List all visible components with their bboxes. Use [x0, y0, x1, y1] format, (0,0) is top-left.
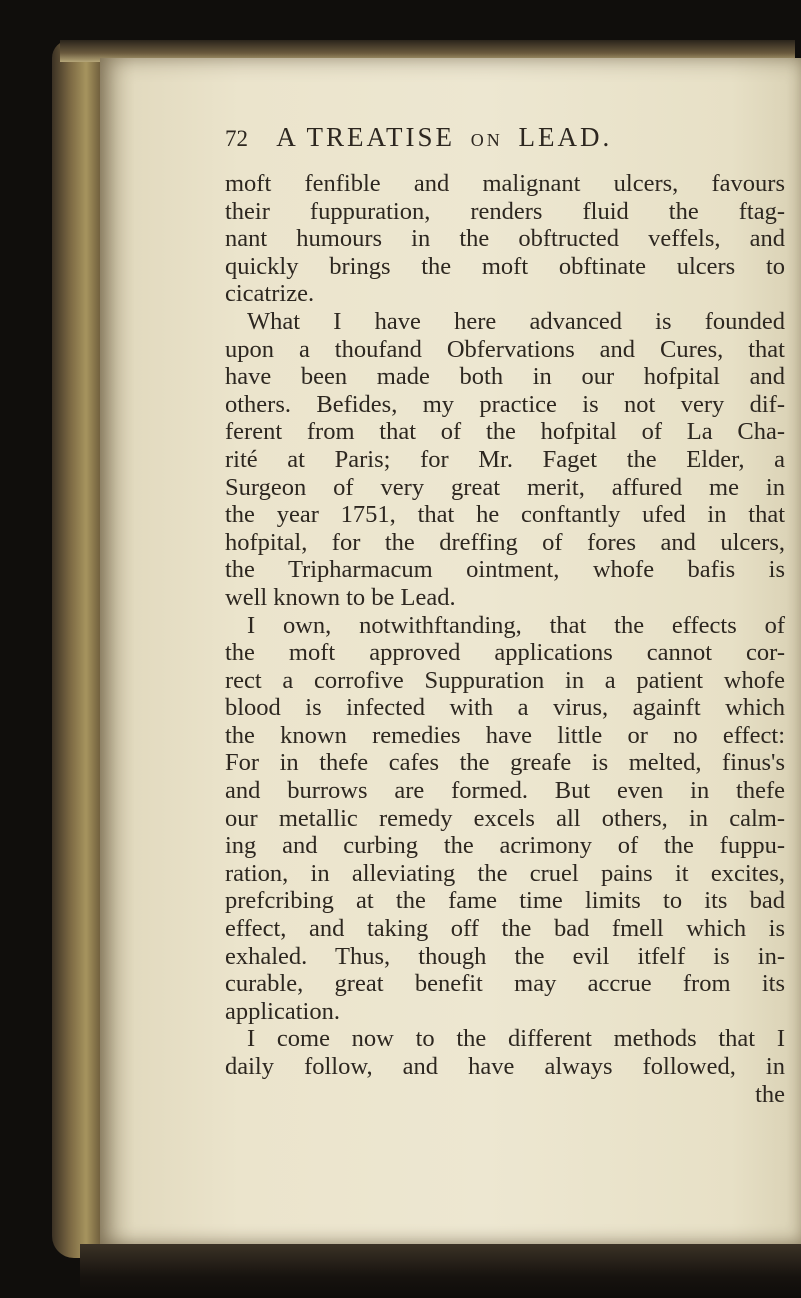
text-line: nant humours in the obftructed veffels, and — [225, 225, 785, 253]
text-line: their fuppuration, renders fluid the ftag- — [225, 197, 785, 225]
text-line: blood is infected with a virus, againft which — [225, 694, 785, 722]
text-line: have been made both in our hofpital and — [225, 363, 785, 391]
text-line: curable, great benefit may accrue from its — [225, 970, 785, 998]
text-line: daily follow, and have always followed, in — [225, 1053, 785, 1080]
running-head-on: ON — [470, 130, 503, 150]
text-line: I come now to the different methods that I — [247, 1025, 785, 1053]
text-line: our metallic remedy excels all others, in calm- — [225, 804, 785, 832]
text-line: What I have here advanced is founded — [247, 307, 785, 335]
text-line: the moft approved applications cannot cor- — [225, 639, 785, 667]
text-line: effect, and taking off the bad fmell which is — [225, 915, 785, 943]
text-line: exhaled. Thus, though the evil itfelf is in- — [225, 942, 785, 970]
page-bottom-shadow — [80, 1244, 801, 1298]
text-line: rité at Paris; for Mr. Faget the Elder, a — [225, 445, 785, 473]
body-text — [225, 170, 785, 1108]
text-line: upon a thoufand Obfervations and Cures, that — [225, 335, 785, 363]
text-line: moft fenfible and malignant ulcers, favours — [225, 170, 785, 197]
text-line: quickly brings the moft obftinate ulcers to — [225, 252, 785, 280]
text-line: the year 1751, that he conftantly ufed in that — [225, 501, 785, 529]
catchword: the — [755, 1080, 785, 1108]
text-line: ration, in alleviating the cruel pains it excites, — [225, 859, 785, 887]
text-line: and burrows are formed. But even in thefe — [225, 777, 785, 805]
running-head-subject: LEAD. — [518, 122, 613, 152]
text-line: I own, notwithftanding, that the effects of — [247, 611, 785, 639]
text-line: ing and curbing the acrimony of the fuppu- — [225, 832, 785, 860]
running-head-title: A TREATISE — [276, 122, 456, 152]
text-line: others. Befides, my practice is not very dif- — [225, 390, 785, 418]
text-line: Surgeon of very great merit, affured me in — [225, 473, 785, 501]
text-line: hofpital, for the dreffing of fores and ulcers, — [225, 528, 785, 556]
text-line: prefcribing at the fame time limits to its bad — [225, 887, 785, 915]
text-line: ferent from that of the hofpital of La Cha- — [225, 418, 785, 446]
text-line: the Tripharmacum ointment, whofe bafis is — [225, 556, 785, 584]
text-line: For in thefe cafes the greafe is melted, finus's — [225, 749, 785, 777]
page-number: 72 — [225, 126, 248, 151]
text-line: cicatrize. — [225, 280, 315, 308]
text-line: the known remedies have little or no effect: — [225, 721, 785, 749]
text-line: application. — [225, 997, 340, 1025]
running-head — [225, 122, 785, 162]
text-line: well known to be Lead. — [225, 583, 456, 611]
text-line: rect a corrofive Suppuration in a patient whofe — [225, 666, 785, 694]
